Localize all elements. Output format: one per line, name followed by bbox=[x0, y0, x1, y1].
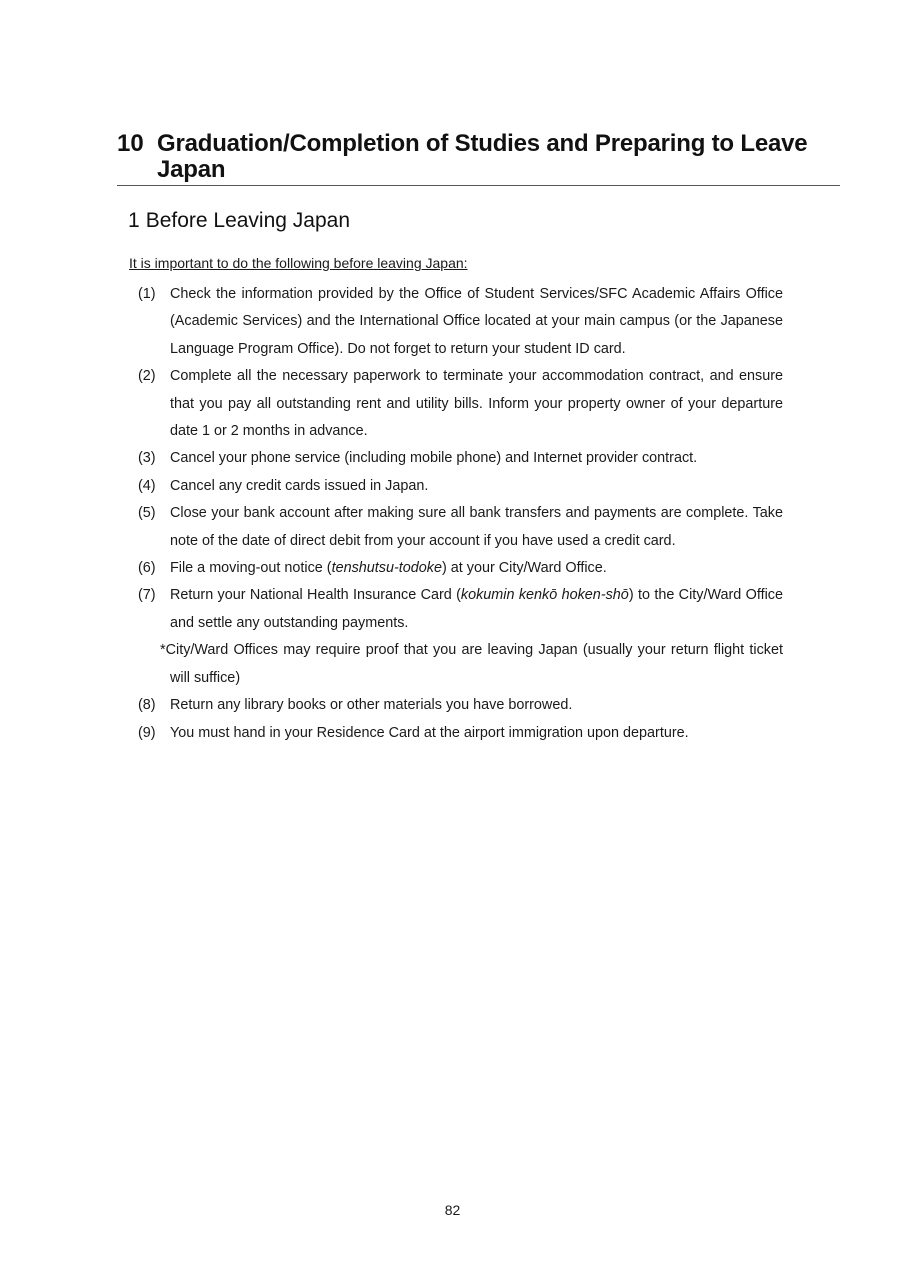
item-text bbox=[170, 555, 783, 582]
item-number: (4) bbox=[138, 477, 156, 494]
item-number: (1) bbox=[138, 286, 156, 302]
item-text: You must hand in your Residence Card at the airport immigration upon departure. bbox=[170, 724, 689, 741]
item-number: (8) bbox=[138, 697, 156, 714]
item-number: (6) bbox=[138, 560, 156, 577]
footnote-text: *City/Ward Offices may require proof that you are leaving Japan (usually your return flight ticket will suffice) bbox=[160, 642, 783, 686]
item-text-post: ) to the City/Ward Office and settle any outstanding payments. bbox=[170, 587, 783, 631]
item-text-post: ) at your City/Ward Office. bbox=[441, 560, 607, 577]
item-number: (5) bbox=[138, 505, 156, 522]
item-text: Return any library books or other materials you have borrowed. bbox=[170, 697, 573, 714]
item-number: (2) bbox=[138, 368, 156, 385]
section-title: Before Leaving Japan bbox=[145, 209, 351, 232]
checklist bbox=[138, 281, 783, 747]
section-number: 1 bbox=[128, 209, 140, 232]
item-text: Complete all the necessary paperwork to terminate your accommodation contract, and ensure that you pay all outstanding rent and utility bills. Inform your property owner of your departure date 1 or 2 months in advance. bbox=[170, 368, 783, 440]
item-text: Close your bank account after making sure all bank transfers and payments are complete. Take note of the date of direct debit from your account if you have used a credit card. bbox=[170, 505, 783, 549]
section-heading bbox=[128, 207, 350, 235]
japanese-term: kokumin kenkō hoken-shō bbox=[460, 587, 629, 604]
list-item bbox=[138, 445, 783, 472]
list-item bbox=[138, 281, 783, 363]
item-text bbox=[170, 582, 783, 637]
item-text: Cancel any credit cards issued in Japan. bbox=[170, 477, 429, 494]
item-text: Check the information provided by the Office of Student Services/SFC Academic Affairs Office (Academic Services) and the International Office located at your main campus (or the Japanese Language Program Office). Do not forget to return your student ID card. bbox=[170, 286, 783, 357]
list-item bbox=[138, 582, 783, 637]
item-text-pre: Return your National Health Insurance Card ( bbox=[170, 587, 461, 604]
note-container bbox=[138, 637, 783, 692]
list-item bbox=[138, 692, 783, 719]
item-text: Cancel your phone service (including mobile phone) and Internet provider contract. bbox=[170, 450, 698, 467]
list-item bbox=[138, 473, 783, 500]
item-text-pre: File a moving-out notice ( bbox=[170, 560, 332, 577]
japanese-term: tenshutsu-todoke bbox=[331, 560, 442, 577]
chapter-title: Graduation/Completion of Studies and Preparing to Leave Japan bbox=[157, 130, 808, 183]
chapter-number: 10 bbox=[117, 130, 144, 157]
list-item bbox=[138, 720, 783, 747]
page-number: 82 bbox=[444, 1202, 461, 1218]
item-number: (7) bbox=[138, 587, 156, 604]
list-item bbox=[138, 500, 783, 555]
item-number: (9) bbox=[138, 724, 156, 741]
item-number: (3) bbox=[138, 450, 156, 467]
list-item bbox=[138, 363, 783, 445]
chapter-heading bbox=[117, 131, 840, 186]
list-item bbox=[138, 555, 783, 582]
intro-text: It is important to do the following before leaving Japan: bbox=[129, 255, 468, 271]
